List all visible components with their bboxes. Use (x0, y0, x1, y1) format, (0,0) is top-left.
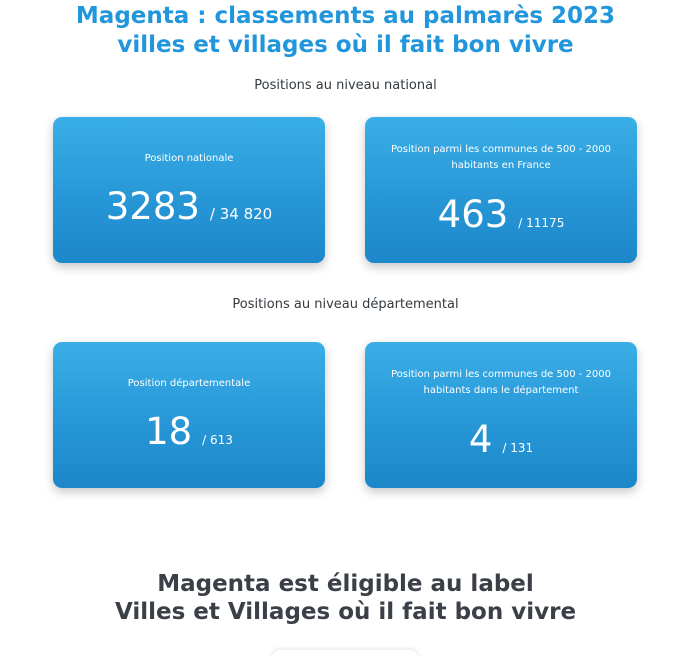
departmental-section-label: Positions au niveau départemental (232, 297, 459, 312)
departmental-category-rank-number: 4 (468, 418, 493, 461)
eligibility-title-line1: Magenta est éligible au label (157, 571, 534, 597)
national-rank-card (53, 117, 325, 263)
national-category-rank-label: Position parmi les communes de 500 - 2000 habitants en France (390, 144, 612, 171)
departmental-category-rank-card (365, 342, 637, 488)
national-rank-number: 3283 (105, 185, 200, 228)
departmental-rank-number: 18 (145, 410, 193, 453)
departmental-category-rank-label: Position parmi les communes de 500 - 2000 habitants dans le département (390, 369, 612, 396)
national-category-rank-card (365, 117, 637, 263)
national-category-rank-value (365, 195, 637, 235)
departmental-rank-label: Position départementale (127, 378, 251, 389)
departmental-rank-value (53, 412, 325, 452)
departmental-rank-card (53, 342, 325, 488)
national-section-label: Positions au niveau national (254, 78, 437, 93)
page-title (0, 2, 691, 60)
page-title-line1: Magenta : classements au palmarès 2023 (75, 3, 616, 29)
label-badge-card (272, 650, 418, 656)
national-rank-total: / 34 820 (209, 205, 273, 223)
departmental-category-rank-value (365, 420, 637, 460)
eligibility-title (0, 570, 691, 626)
national-category-rank-total: / 11175 (518, 216, 565, 230)
national-rank-value (53, 187, 325, 227)
departmental-rank-total: / 613 (202, 433, 233, 447)
national-category-rank-number: 463 (437, 193, 509, 236)
national-rank-label: Position nationale (144, 153, 234, 164)
departmental-category-rank-total: / 131 (502, 441, 534, 455)
eligibility-title-line2: Villes et Villages où il fait bon vivre (114, 599, 577, 625)
page-title-line2: villes et villages où il fait bon vivre (117, 32, 574, 58)
